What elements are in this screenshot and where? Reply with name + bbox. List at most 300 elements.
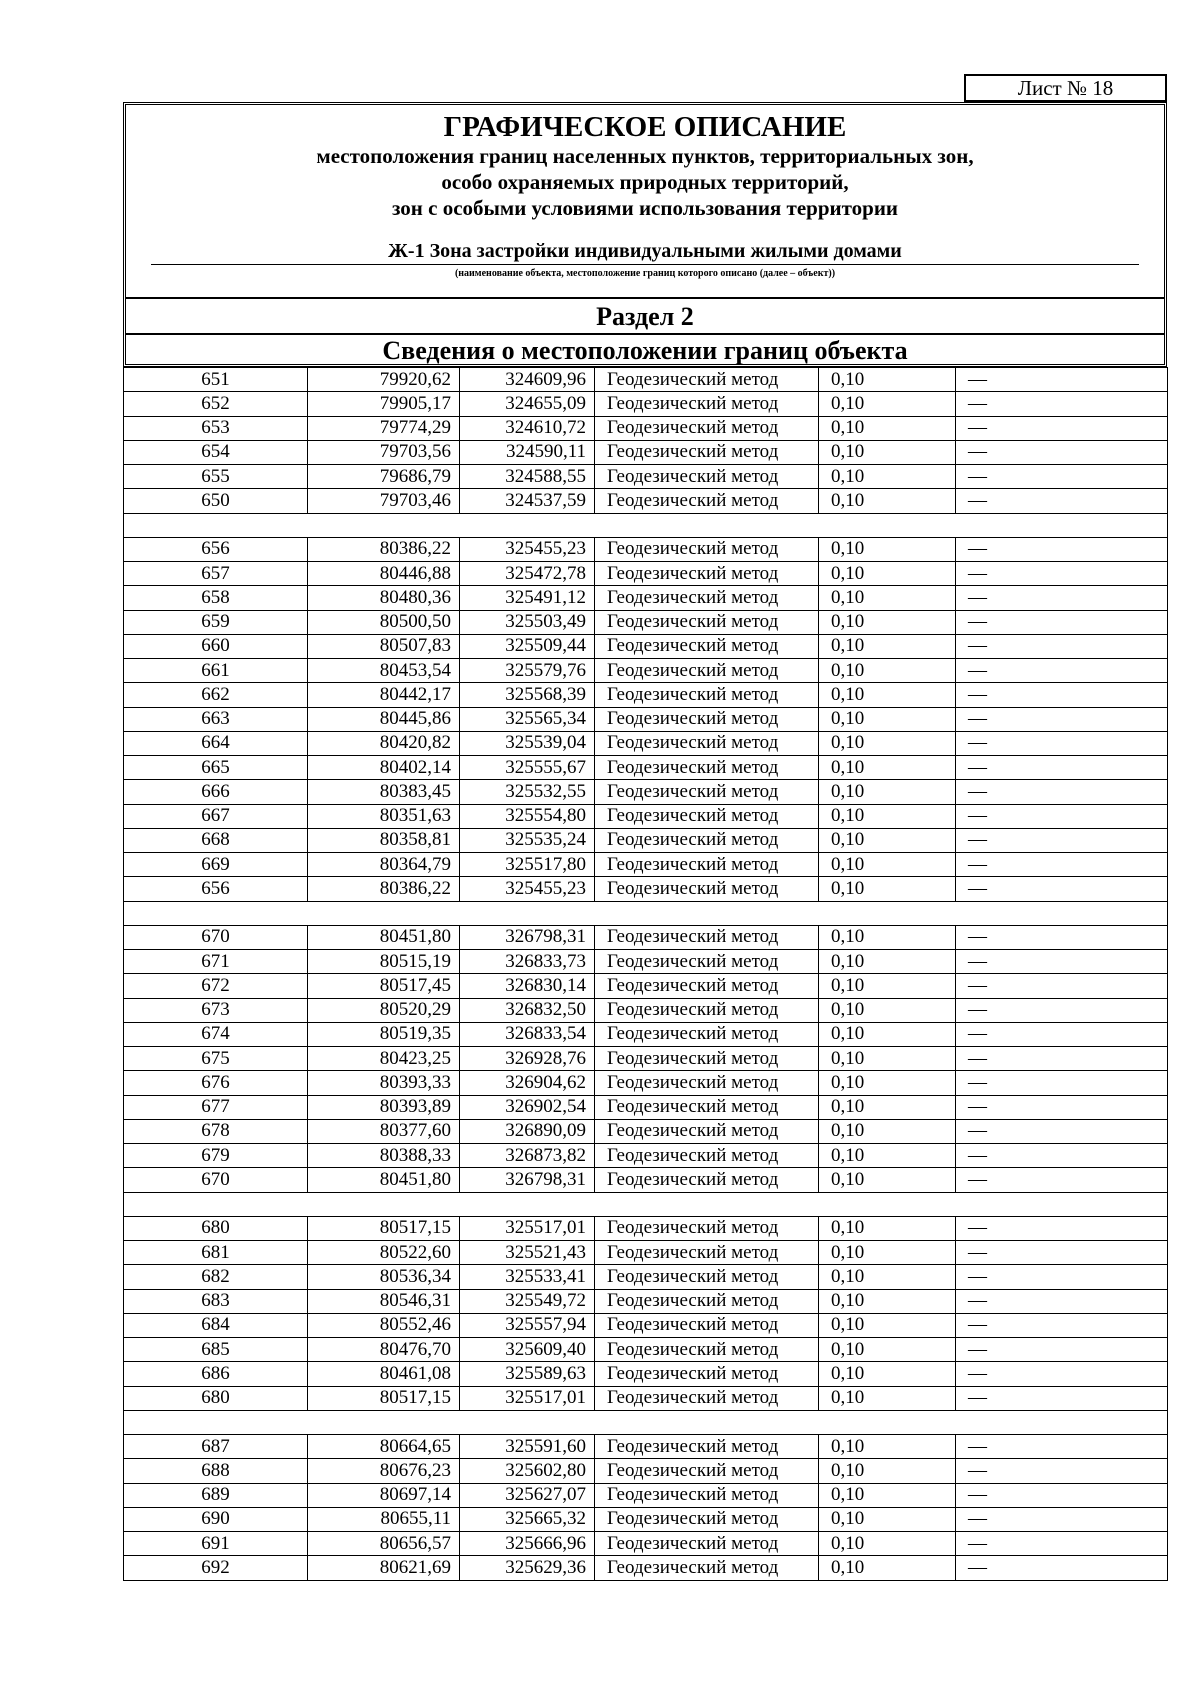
point-number-cell: 683 (124, 1289, 308, 1313)
y-coordinate-cell: 325532,55 (460, 780, 595, 804)
y-coordinate-cell: 325517,01 (460, 1386, 595, 1410)
description-cell: — (956, 683, 1168, 707)
precision-cell: 0,10 (819, 1168, 956, 1192)
method-cell: Геодезический метод (595, 1483, 819, 1507)
x-coordinate-cell: 80393,33 (308, 1071, 460, 1095)
table-row (124, 731, 1168, 755)
x-coordinate-cell: 80386,22 (308, 537, 460, 561)
x-coordinate-cell: 80451,80 (308, 925, 460, 949)
description-cell: — (956, 1507, 1168, 1531)
coordinates-table (123, 367, 1168, 1581)
table-row (124, 1289, 1168, 1313)
method-cell: Геодезический метод (595, 586, 819, 610)
point-number-cell: 660 (124, 634, 308, 658)
precision-cell: 0,10 (819, 368, 956, 392)
table-row (124, 465, 1168, 489)
point-number-cell: 668 (124, 828, 308, 852)
x-coordinate-cell: 80402,14 (308, 756, 460, 780)
precision-cell: 0,10 (819, 1459, 956, 1483)
description-cell: — (956, 877, 1168, 901)
method-cell: Геодезический метод (595, 1022, 819, 1046)
description-cell: — (956, 1459, 1168, 1483)
method-cell: Геодезический метод (595, 707, 819, 731)
x-coordinate-cell: 80515,19 (308, 950, 460, 974)
description-cell: — (956, 1532, 1168, 1556)
precision-cell: 0,10 (819, 998, 956, 1022)
table-row (124, 634, 1168, 658)
precision-cell: 0,10 (819, 1289, 956, 1313)
zone-name: Ж-1 Зона застройки индивидуальными жилыми домами (151, 238, 1139, 265)
point-number-cell: 675 (124, 1047, 308, 1071)
table-row (124, 1022, 1168, 1046)
point-number-cell: 657 (124, 562, 308, 586)
precision-cell: 0,10 (819, 659, 956, 683)
point-number-cell: 679 (124, 1144, 308, 1168)
table-row (124, 780, 1168, 804)
x-coordinate-cell: 80517,15 (308, 1386, 460, 1410)
y-coordinate-cell: 326833,54 (460, 1022, 595, 1046)
method-cell: Геодезический метод (595, 828, 819, 852)
precision-cell: 0,10 (819, 780, 956, 804)
y-coordinate-cell: 324588,55 (460, 465, 595, 489)
x-coordinate-cell: 80697,14 (308, 1483, 460, 1507)
method-cell: Геодезический метод (595, 1507, 819, 1531)
method-cell: Геодезический метод (595, 368, 819, 392)
y-coordinate-cell: 325503,49 (460, 610, 595, 634)
method-cell: Геодезический метод (595, 392, 819, 416)
precision-cell: 0,10 (819, 804, 956, 828)
table-row (124, 950, 1168, 974)
x-coordinate-cell: 80420,82 (308, 731, 460, 755)
x-coordinate-cell: 80656,57 (308, 1532, 460, 1556)
method-cell: Геодезический метод (595, 1556, 819, 1580)
precision-cell: 0,10 (819, 586, 956, 610)
point-number-cell: 653 (124, 416, 308, 440)
separator-cell (124, 901, 1168, 925)
table-row (124, 1459, 1168, 1483)
y-coordinate-cell: 326832,50 (460, 998, 595, 1022)
precision-cell: 0,10 (819, 756, 956, 780)
description-cell: — (956, 731, 1168, 755)
description-cell: — (956, 416, 1168, 440)
table-row (124, 1362, 1168, 1386)
method-cell: Геодезический метод (595, 877, 819, 901)
x-coordinate-cell: 79686,79 (308, 465, 460, 489)
method-cell: Геодезический метод (595, 731, 819, 755)
point-number-cell: 651 (124, 368, 308, 392)
method-cell: Геодезический метод (595, 780, 819, 804)
x-coordinate-cell: 80517,15 (308, 1216, 460, 1240)
y-coordinate-cell: 326873,82 (460, 1144, 595, 1168)
point-number-cell: 670 (124, 925, 308, 949)
description-cell: — (956, 1362, 1168, 1386)
separator-row (124, 1192, 1168, 1216)
method-cell: Геодезический метод (595, 1338, 819, 1362)
x-coordinate-cell: 80522,60 (308, 1241, 460, 1265)
table-row (124, 683, 1168, 707)
method-cell: Геодезический метод (595, 1435, 819, 1459)
precision-cell: 0,10 (819, 489, 956, 513)
precision-cell: 0,10 (819, 1119, 956, 1143)
precision-cell: 0,10 (819, 853, 956, 877)
method-cell: Геодезический метод (595, 416, 819, 440)
description-cell: — (956, 1144, 1168, 1168)
description-cell: — (956, 465, 1168, 489)
description-cell: — (956, 804, 1168, 828)
method-cell: Геодезический метод (595, 974, 819, 998)
separator-row (124, 1410, 1168, 1434)
x-coordinate-cell: 80377,60 (308, 1119, 460, 1143)
x-coordinate-cell: 80461,08 (308, 1362, 460, 1386)
table-row (124, 586, 1168, 610)
method-cell: Геодезический метод (595, 465, 819, 489)
precision-cell: 0,10 (819, 1338, 956, 1362)
precision-cell: 0,10 (819, 1022, 956, 1046)
description-cell: — (956, 1022, 1168, 1046)
document-title: ГРАФИЧЕСКОЕ ОПИСАНИЕ (443, 111, 847, 143)
description-cell: — (956, 489, 1168, 513)
precision-cell: 0,10 (819, 1313, 956, 1337)
x-coordinate-cell: 80519,35 (308, 1022, 460, 1046)
description-cell: — (956, 950, 1168, 974)
y-coordinate-cell: 325509,44 (460, 634, 595, 658)
x-coordinate-cell: 80453,54 (308, 659, 460, 683)
method-cell: Геодезический метод (595, 1047, 819, 1071)
description-cell: — (956, 998, 1168, 1022)
y-coordinate-cell: 325549,72 (460, 1289, 595, 1313)
precision-cell: 0,10 (819, 392, 956, 416)
point-number-cell: 690 (124, 1507, 308, 1531)
x-coordinate-cell: 80445,86 (308, 707, 460, 731)
method-cell: Геодезический метод (595, 804, 819, 828)
table-row (124, 368, 1168, 392)
method-cell: Геодезический метод (595, 1144, 819, 1168)
method-cell: Геодезический метод (595, 1071, 819, 1095)
method-cell: Геодезический метод (595, 440, 819, 464)
description-cell: — (956, 586, 1168, 610)
method-cell: Геодезический метод (595, 1289, 819, 1313)
description-cell: — (956, 828, 1168, 852)
description-cell: — (956, 1047, 1168, 1071)
y-coordinate-cell: 325579,76 (460, 659, 595, 683)
point-number-cell: 685 (124, 1338, 308, 1362)
table-row (124, 562, 1168, 586)
description-cell: — (956, 562, 1168, 586)
y-coordinate-cell: 325455,23 (460, 537, 595, 561)
description-cell: — (956, 1483, 1168, 1507)
precision-cell: 0,10 (819, 562, 956, 586)
sheet-number: Лист № 18 (964, 74, 1167, 102)
y-coordinate-cell: 326833,73 (460, 950, 595, 974)
point-number-cell: 665 (124, 756, 308, 780)
y-coordinate-cell: 325568,39 (460, 683, 595, 707)
x-coordinate-cell: 80476,70 (308, 1338, 460, 1362)
x-coordinate-cell: 80442,17 (308, 683, 460, 707)
point-number-cell: 681 (124, 1241, 308, 1265)
point-number-cell: 659 (124, 610, 308, 634)
point-number-cell: 687 (124, 1435, 308, 1459)
document-header (123, 102, 1167, 367)
table-row (124, 853, 1168, 877)
point-number-cell: 672 (124, 974, 308, 998)
point-number-cell: 663 (124, 707, 308, 731)
method-cell: Геодезический метод (595, 756, 819, 780)
description-cell: — (956, 925, 1168, 949)
x-coordinate-cell: 79703,56 (308, 440, 460, 464)
table-row (124, 1241, 1168, 1265)
point-number-cell: 680 (124, 1386, 308, 1410)
table-row (124, 1532, 1168, 1556)
method-cell: Геодезический метод (595, 1532, 819, 1556)
precision-cell: 0,10 (819, 731, 956, 755)
point-number-cell: 650 (124, 489, 308, 513)
precision-cell: 0,10 (819, 1144, 956, 1168)
description-cell: — (956, 392, 1168, 416)
x-coordinate-cell: 80655,11 (308, 1507, 460, 1531)
point-number-cell: 662 (124, 683, 308, 707)
description-cell: — (956, 1435, 1168, 1459)
point-number-cell: 667 (124, 804, 308, 828)
point-number-cell: 688 (124, 1459, 308, 1483)
precision-cell: 0,10 (819, 1265, 956, 1289)
precision-cell: 0,10 (819, 416, 956, 440)
y-coordinate-cell: 325589,63 (460, 1362, 595, 1386)
y-coordinate-cell: 326902,54 (460, 1095, 595, 1119)
description-cell: — (956, 1289, 1168, 1313)
method-cell: Геодезический метод (595, 853, 819, 877)
x-coordinate-cell: 80546,31 (308, 1289, 460, 1313)
method-cell: Геодезический метод (595, 998, 819, 1022)
method-cell: Геодезический метод (595, 1216, 819, 1240)
point-number-cell: 680 (124, 1216, 308, 1240)
table-row (124, 392, 1168, 416)
x-coordinate-cell: 80393,89 (308, 1095, 460, 1119)
table-row (124, 1483, 1168, 1507)
y-coordinate-cell: 324609,96 (460, 368, 595, 392)
description-cell: — (956, 659, 1168, 683)
x-coordinate-cell: 79920,62 (308, 368, 460, 392)
x-coordinate-cell: 79774,29 (308, 416, 460, 440)
x-coordinate-cell: 80507,83 (308, 634, 460, 658)
point-number-cell: 655 (124, 465, 308, 489)
description-cell: — (956, 1071, 1168, 1095)
point-number-cell: 669 (124, 853, 308, 877)
point-number-cell: 656 (124, 877, 308, 901)
method-cell: Геодезический метод (595, 1119, 819, 1143)
x-coordinate-cell: 80520,29 (308, 998, 460, 1022)
x-coordinate-cell: 80446,88 (308, 562, 460, 586)
method-cell: Геодезический метод (595, 1459, 819, 1483)
precision-cell: 0,10 (819, 440, 956, 464)
point-number-cell: 664 (124, 731, 308, 755)
y-coordinate-cell: 325629,36 (460, 1556, 595, 1580)
y-coordinate-cell: 325517,01 (460, 1216, 595, 1240)
precision-cell: 0,10 (819, 1071, 956, 1095)
point-number-cell: 671 (124, 950, 308, 974)
point-number-cell: 682 (124, 1265, 308, 1289)
description-cell: — (956, 974, 1168, 998)
method-cell: Геодезический метод (595, 489, 819, 513)
point-number-cell: 674 (124, 1022, 308, 1046)
description-cell: — (956, 853, 1168, 877)
precision-cell: 0,10 (819, 925, 956, 949)
table-row (124, 1556, 1168, 1580)
x-coordinate-cell: 80423,25 (308, 1047, 460, 1071)
table-row (124, 1507, 1168, 1531)
subtitle-line-2: особо охраняемых природных территорий, (441, 170, 849, 194)
point-number-cell: 656 (124, 537, 308, 561)
y-coordinate-cell: 325554,80 (460, 804, 595, 828)
table-row (124, 998, 1168, 1022)
x-coordinate-cell: 80676,23 (308, 1459, 460, 1483)
y-coordinate-cell: 325627,07 (460, 1483, 595, 1507)
x-coordinate-cell: 80358,81 (308, 828, 460, 852)
y-coordinate-cell: 324610,72 (460, 416, 595, 440)
x-coordinate-cell: 80383,45 (308, 780, 460, 804)
description-cell: — (956, 1095, 1168, 1119)
y-coordinate-cell: 325602,80 (460, 1459, 595, 1483)
description-cell: — (956, 1338, 1168, 1362)
table-row (124, 1313, 1168, 1337)
x-coordinate-cell: 80364,79 (308, 853, 460, 877)
method-cell: Геодезический метод (595, 1313, 819, 1337)
y-coordinate-cell: 326830,14 (460, 974, 595, 998)
point-number-cell: 670 (124, 1168, 308, 1192)
table-row (124, 974, 1168, 998)
point-number-cell: 673 (124, 998, 308, 1022)
precision-cell: 0,10 (819, 683, 956, 707)
separator-cell (124, 1192, 1168, 1216)
y-coordinate-cell: 326928,76 (460, 1047, 595, 1071)
precision-cell: 0,10 (819, 1532, 956, 1556)
separator-cell (124, 513, 1168, 537)
description-cell: — (956, 1119, 1168, 1143)
precision-cell: 0,10 (819, 1507, 956, 1531)
precision-cell: 0,10 (819, 1241, 956, 1265)
method-cell: Геодезический метод (595, 610, 819, 634)
point-number-cell: 652 (124, 392, 308, 416)
y-coordinate-cell: 324590,11 (460, 440, 595, 464)
y-coordinate-cell: 325555,67 (460, 756, 595, 780)
x-coordinate-cell: 80388,33 (308, 1144, 460, 1168)
description-cell: — (956, 780, 1168, 804)
y-coordinate-cell: 325491,12 (460, 586, 595, 610)
precision-cell: 0,10 (819, 974, 956, 998)
point-number-cell: 666 (124, 780, 308, 804)
y-coordinate-cell: 325521,43 (460, 1241, 595, 1265)
y-coordinate-cell: 326890,09 (460, 1119, 595, 1143)
y-coordinate-cell: 325665,32 (460, 1507, 595, 1531)
table-row (124, 1047, 1168, 1071)
method-cell: Геодезический метод (595, 1241, 819, 1265)
y-coordinate-cell: 324537,59 (460, 489, 595, 513)
method-cell: Геодезический метод (595, 950, 819, 974)
description-cell: — (956, 440, 1168, 464)
description-cell: — (956, 756, 1168, 780)
method-cell: Геодезический метод (595, 634, 819, 658)
y-coordinate-cell: 325472,78 (460, 562, 595, 586)
section-title: Сведения о местоположении границ объекта (126, 333, 1164, 369)
x-coordinate-cell: 79905,17 (308, 392, 460, 416)
y-coordinate-cell: 325517,80 (460, 853, 595, 877)
table-row (124, 925, 1168, 949)
y-coordinate-cell: 325591,60 (460, 1435, 595, 1459)
x-coordinate-cell: 80536,34 (308, 1265, 460, 1289)
point-number-cell: 684 (124, 1313, 308, 1337)
method-cell: Геодезический метод (595, 659, 819, 683)
point-number-cell: 689 (124, 1483, 308, 1507)
precision-cell: 0,10 (819, 1386, 956, 1410)
table-row (124, 707, 1168, 731)
y-coordinate-cell: 325565,34 (460, 707, 595, 731)
zone-note: (наименование объекта, местоположение границ которого описано (далее – объект)) (454, 268, 836, 279)
precision-cell: 0,10 (819, 1435, 956, 1459)
point-number-cell: 661 (124, 659, 308, 683)
table-row (124, 804, 1168, 828)
table-row (124, 1435, 1168, 1459)
table-row (124, 877, 1168, 901)
y-coordinate-cell: 325539,04 (460, 731, 595, 755)
separator-row (124, 513, 1168, 537)
description-cell: — (956, 368, 1168, 392)
table-row (124, 1338, 1168, 1362)
precision-cell: 0,10 (819, 1047, 956, 1071)
description-cell: — (956, 1241, 1168, 1265)
description-cell: — (956, 1386, 1168, 1410)
x-coordinate-cell: 80517,45 (308, 974, 460, 998)
table-row (124, 756, 1168, 780)
method-cell: Геодезический метод (595, 683, 819, 707)
x-coordinate-cell: 80480,36 (308, 586, 460, 610)
y-coordinate-cell: 326904,62 (460, 1071, 595, 1095)
description-cell: — (956, 707, 1168, 731)
description-cell: — (956, 634, 1168, 658)
precision-cell: 0,10 (819, 877, 956, 901)
point-number-cell: 692 (124, 1556, 308, 1580)
x-coordinate-cell: 80621,69 (308, 1556, 460, 1580)
point-number-cell: 654 (124, 440, 308, 464)
x-coordinate-cell: 79703,46 (308, 489, 460, 513)
point-number-cell: 678 (124, 1119, 308, 1143)
method-cell: Геодезический метод (595, 537, 819, 561)
table-row (124, 1144, 1168, 1168)
table-row (124, 659, 1168, 683)
description-cell: — (956, 1265, 1168, 1289)
description-cell: — (956, 1556, 1168, 1580)
method-cell: Геодезический метод (595, 562, 819, 586)
description-cell: — (956, 1313, 1168, 1337)
precision-cell: 0,10 (819, 950, 956, 974)
table-row (124, 537, 1168, 561)
x-coordinate-cell: 80351,63 (308, 804, 460, 828)
description-cell: — (956, 1168, 1168, 1192)
precision-cell: 0,10 (819, 610, 956, 634)
table-row (124, 1071, 1168, 1095)
point-number-cell: 686 (124, 1362, 308, 1386)
y-coordinate-cell: 325535,24 (460, 828, 595, 852)
method-cell: Геодезический метод (595, 1265, 819, 1289)
precision-cell: 0,10 (819, 828, 956, 852)
y-coordinate-cell: 324655,09 (460, 392, 595, 416)
precision-cell: 0,10 (819, 634, 956, 658)
precision-cell: 0,10 (819, 537, 956, 561)
table-row (124, 610, 1168, 634)
precision-cell: 0,10 (819, 465, 956, 489)
point-number-cell: 691 (124, 1532, 308, 1556)
x-coordinate-cell: 80500,50 (308, 610, 460, 634)
table-row (124, 1119, 1168, 1143)
precision-cell: 0,10 (819, 1095, 956, 1119)
